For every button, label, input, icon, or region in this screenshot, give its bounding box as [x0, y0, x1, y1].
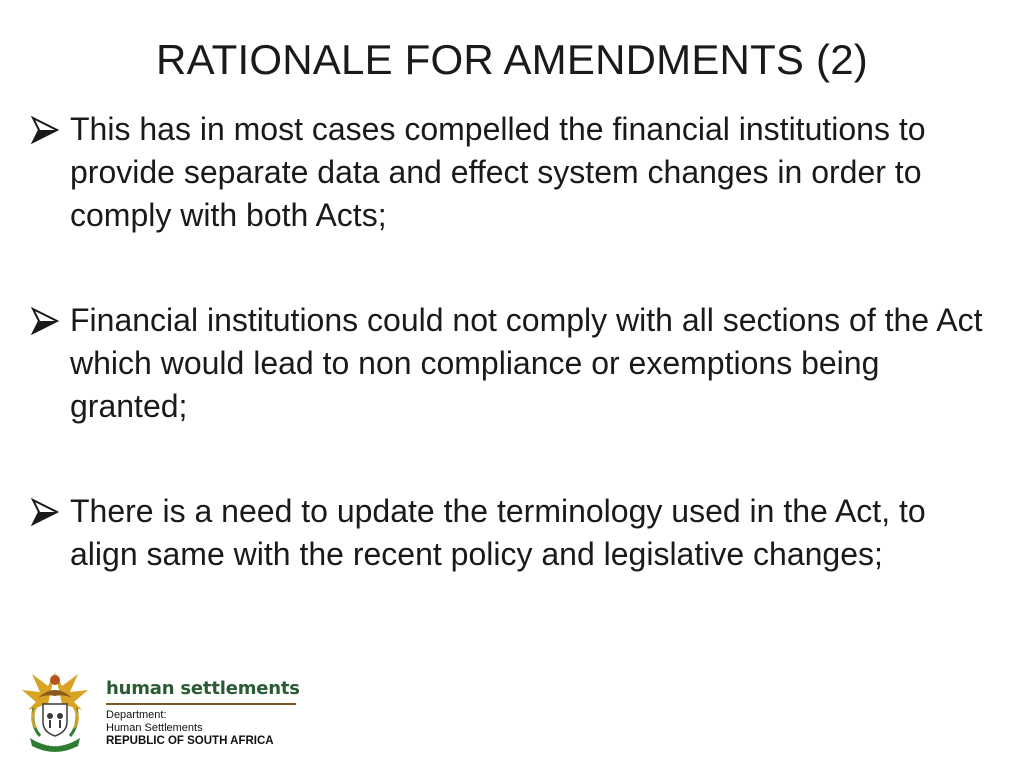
- bullet-text: There is a need to update the terminology used in the Act, to align same with the recent policy and legislative changes;: [70, 493, 926, 572]
- arrow-bullet-icon: [30, 116, 60, 144]
- country-name: REPUBLIC OF SOUTH AFRICA: [106, 735, 274, 747]
- bullet-list: [28, 108, 988, 638]
- brand-name: human settlements: [106, 678, 300, 699]
- bullet-text: Financial institutions could not comply with all sections of the Act which would lead to non compliance or exemptions being granted;: [70, 302, 983, 424]
- bullet-item-2: [28, 299, 988, 428]
- brand-divider: [106, 703, 296, 705]
- arrow-bullet-icon: [30, 498, 60, 526]
- bullet-item-3: [28, 490, 988, 576]
- department-label: Department:: [106, 709, 167, 721]
- bullet-item-1: [28, 108, 988, 237]
- bullet-text: This has in most cases compelled the financial institutions to provide separate data and effect system changes in order to comply with both Acts;: [70, 111, 926, 233]
- slide-title: RATIONALE FOR AMENDMENTS (2): [156, 36, 868, 83]
- department-logo: [18, 664, 298, 754]
- coat-of-arms-icon: [18, 664, 92, 752]
- brand-block: [106, 678, 306, 748]
- department-name: Human Settlements: [106, 722, 203, 734]
- arrow-bullet-icon: [30, 307, 60, 335]
